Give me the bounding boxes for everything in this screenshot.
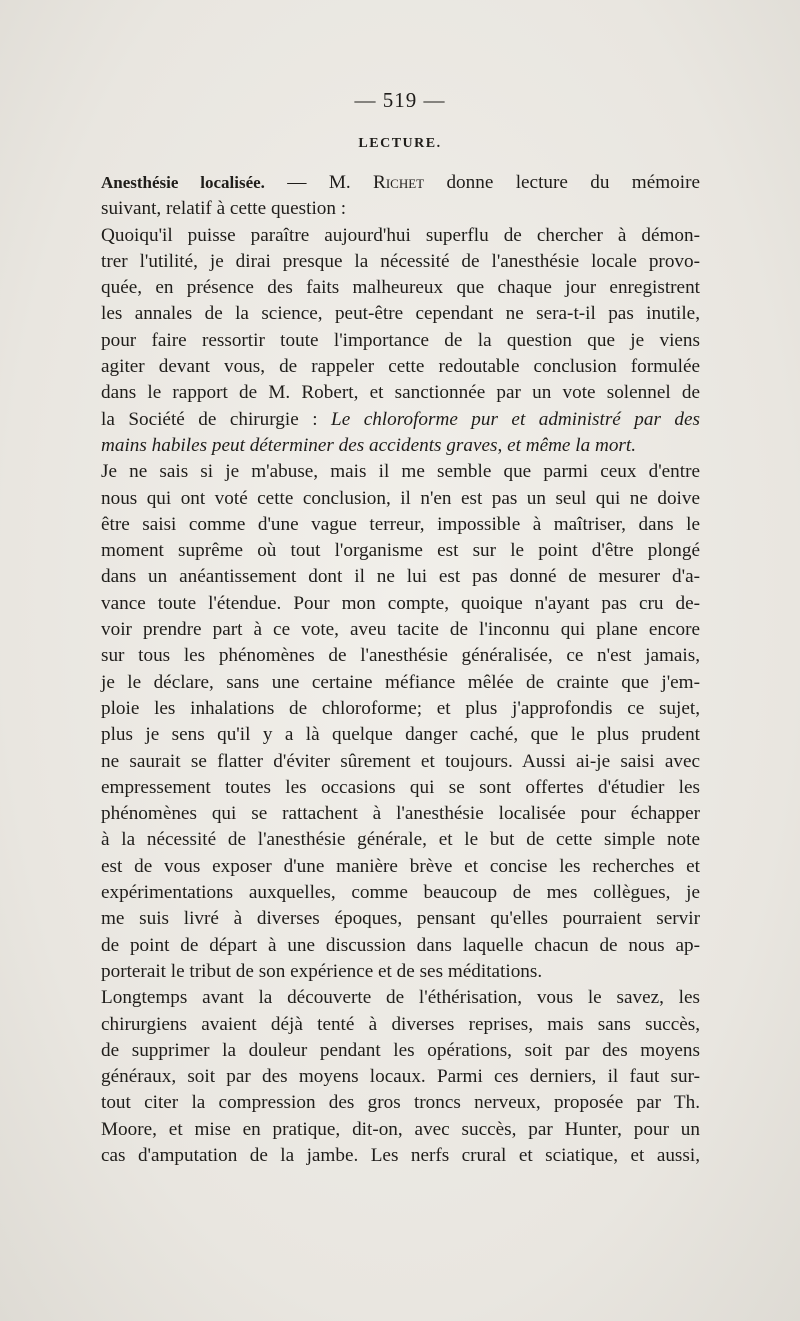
text-line: [79, 354, 700, 380]
text-run: cas d'amputation de la jambe. Les nerfs crural et sciatique, et aussi,: [101, 1144, 700, 1166]
text-line: [79, 775, 700, 801]
text-line: [79, 170, 700, 196]
text-line: [79, 512, 700, 538]
text-line: [79, 301, 700, 327]
text-line: [79, 223, 700, 249]
text-line: [79, 591, 700, 617]
text-line: [79, 643, 700, 669]
text-line: [79, 1143, 700, 1169]
text-line: [79, 196, 700, 222]
text-line: [79, 249, 700, 275]
text-run: de supprimer la douleur pendant les opérations, soit par des moyens: [101, 1039, 700, 1061]
section-heading: LECTURE.: [358, 136, 442, 151]
text-line: [79, 433, 700, 459]
text-run: — M.: [264, 172, 374, 193]
italic-text: et même la mort.: [507, 434, 637, 456]
text-run: Longtemps avant la découverte de l'éthérisation, vous le savez, les: [101, 987, 700, 1009]
text-run: ploie les inhalations de chloroforme; et plus j'approfondis ce sujet,: [101, 697, 700, 719]
text-line: [79, 380, 700, 406]
text-run: plus je sens qu'il y a là quelque danger caché, que le plus prudent: [101, 724, 700, 746]
text-line: [79, 538, 700, 564]
text-line: [79, 1090, 700, 1116]
text-run: voir prendre part à ce vote, aveu tacite de l'inconnu qui plane encore: [101, 619, 700, 641]
text-run: Moore, et mise en pratique, dit-on, avec succès, par Hunter, pour un: [101, 1118, 700, 1140]
text-run: est de vous exposer d'une manière brève et concise les recherches et: [101, 855, 700, 877]
text-line: [79, 880, 700, 906]
text-line: [79, 328, 700, 354]
text-run: dans un anéantissement dont il ne lui est pas donné de mesurer d'a-: [101, 566, 700, 588]
paragraph: [79, 459, 700, 985]
text-line: [79, 1117, 700, 1143]
text-line: [79, 275, 700, 301]
text-line: [79, 959, 700, 985]
text-line: [79, 459, 700, 485]
text-run: phénomènes qui se rattachent à l'anesthésie localisée pour échapper: [101, 803, 700, 825]
page-number: — 519 —: [354, 88, 446, 112]
text-run: dans le rapport de M. Robert, et sanctionnée par un vote solennel de: [101, 382, 700, 404]
paragraph: [79, 985, 700, 1169]
text-run: me suis livré à diverses époques, pensant qu'elles pourraient servir: [101, 908, 700, 930]
text-line: [79, 696, 700, 722]
text-run: être saisi comme d'une vague terreur, impossible à maîtriser, dans le: [101, 513, 700, 535]
text-run: les annales de la science, peut-être cependant ne sera-t-il pas inutile,: [101, 303, 700, 325]
text-line: [79, 407, 700, 433]
text-run: généraux, soit par des moyens locaux. Parmi ces derniers, il faut sur-: [101, 1066, 700, 1088]
text-run: expérimentations auxquelles, comme beaucoup de mes collègues, je: [101, 882, 700, 904]
text-line: [79, 1064, 700, 1090]
text-run: nous qui ont voté cette conclusion, il n'en est pas un seul qui ne doive: [101, 487, 700, 509]
text-run: moment suprême où tout l'organisme est sur le point d'être plongé: [101, 540, 700, 562]
italic-text: mains habiles peut déterminer des accidents graves: [101, 434, 498, 456]
paragraph: [79, 223, 700, 460]
text-line: [79, 933, 700, 959]
text-line: [79, 670, 700, 696]
text-line: [79, 801, 700, 827]
text-run: pour faire ressortir toute l'importance de la question que je viens: [101, 329, 700, 351]
text-line: [79, 1038, 700, 1064]
text-run: Je ne sais si je m'abuse, mais il me semble que parmi ceux d'entre: [101, 461, 700, 483]
section-title: Anesthésie localisée.: [101, 173, 265, 192]
text-run: vance toute l'étendue. Pour mon compte, quoique n'ayant pas cru de-: [101, 592, 700, 614]
text-line: [79, 906, 700, 932]
text-run: porterait le tribut de son expérience et de ses méditations.: [101, 960, 543, 982]
text-line: [79, 1012, 700, 1038]
text-line: [79, 985, 700, 1011]
text-run: à la nécessité de l'anesthésie générale, et le but de cette simple note: [101, 829, 700, 851]
text-run: suivant, relatif à cette question :: [101, 198, 347, 220]
text-run: la Société de chirurgie :: [101, 408, 332, 430]
text-run: de point de départ à une discussion dans laquelle chacun de nous ap-: [101, 934, 700, 956]
text-run: ,: [497, 434, 508, 456]
text-run: ne saurait se flatter d'éviter sûrement et toujours. Aussi ai-je saisi avec: [101, 750, 700, 772]
text-run: je le déclare, sans une certaine méfiance mêlée de crainte que j'em-: [101, 671, 700, 693]
text-run: tout citer la compression des gros troncs nerveux, proposée par Th.: [101, 1092, 700, 1114]
text-run: trer l'utilité, je dirai presque la nécessité de l'anesthésie locale provo-: [101, 250, 700, 272]
text-line: [79, 749, 700, 775]
paragraph: [79, 170, 700, 223]
body-text: [79, 170, 700, 1169]
author-name: Richet: [373, 172, 425, 193]
text-line: [79, 722, 700, 748]
text-run: empressement toutes les occasions qui se sont offertes d'étudier les: [101, 776, 700, 798]
text-run: donne lecture du mémoire: [424, 172, 700, 193]
text-run: Quoiqu'il puisse paraître aujourd'hui superflu de chercher à démon-: [101, 224, 700, 246]
text-line: [79, 854, 700, 880]
text-line: [79, 564, 700, 590]
text-run: agiter devant vous, de rappeler cette redoutable conclusion formulée: [101, 356, 700, 378]
text-line: [79, 617, 700, 643]
text-run: sur tous les phénomènes de l'anesthésie généralisée, ce n'est jamais,: [101, 645, 700, 667]
italic-text: Le chloroforme pur et administré par des: [331, 408, 700, 430]
text-run: quée, en présence des faits malheureux que chaque jour enregistrent: [101, 277, 700, 299]
text-run: chirurgiens avaient déjà tenté à diverses reprises, mais sans succès,: [101, 1013, 700, 1035]
text-line: [79, 827, 700, 853]
text-line: [79, 486, 700, 512]
